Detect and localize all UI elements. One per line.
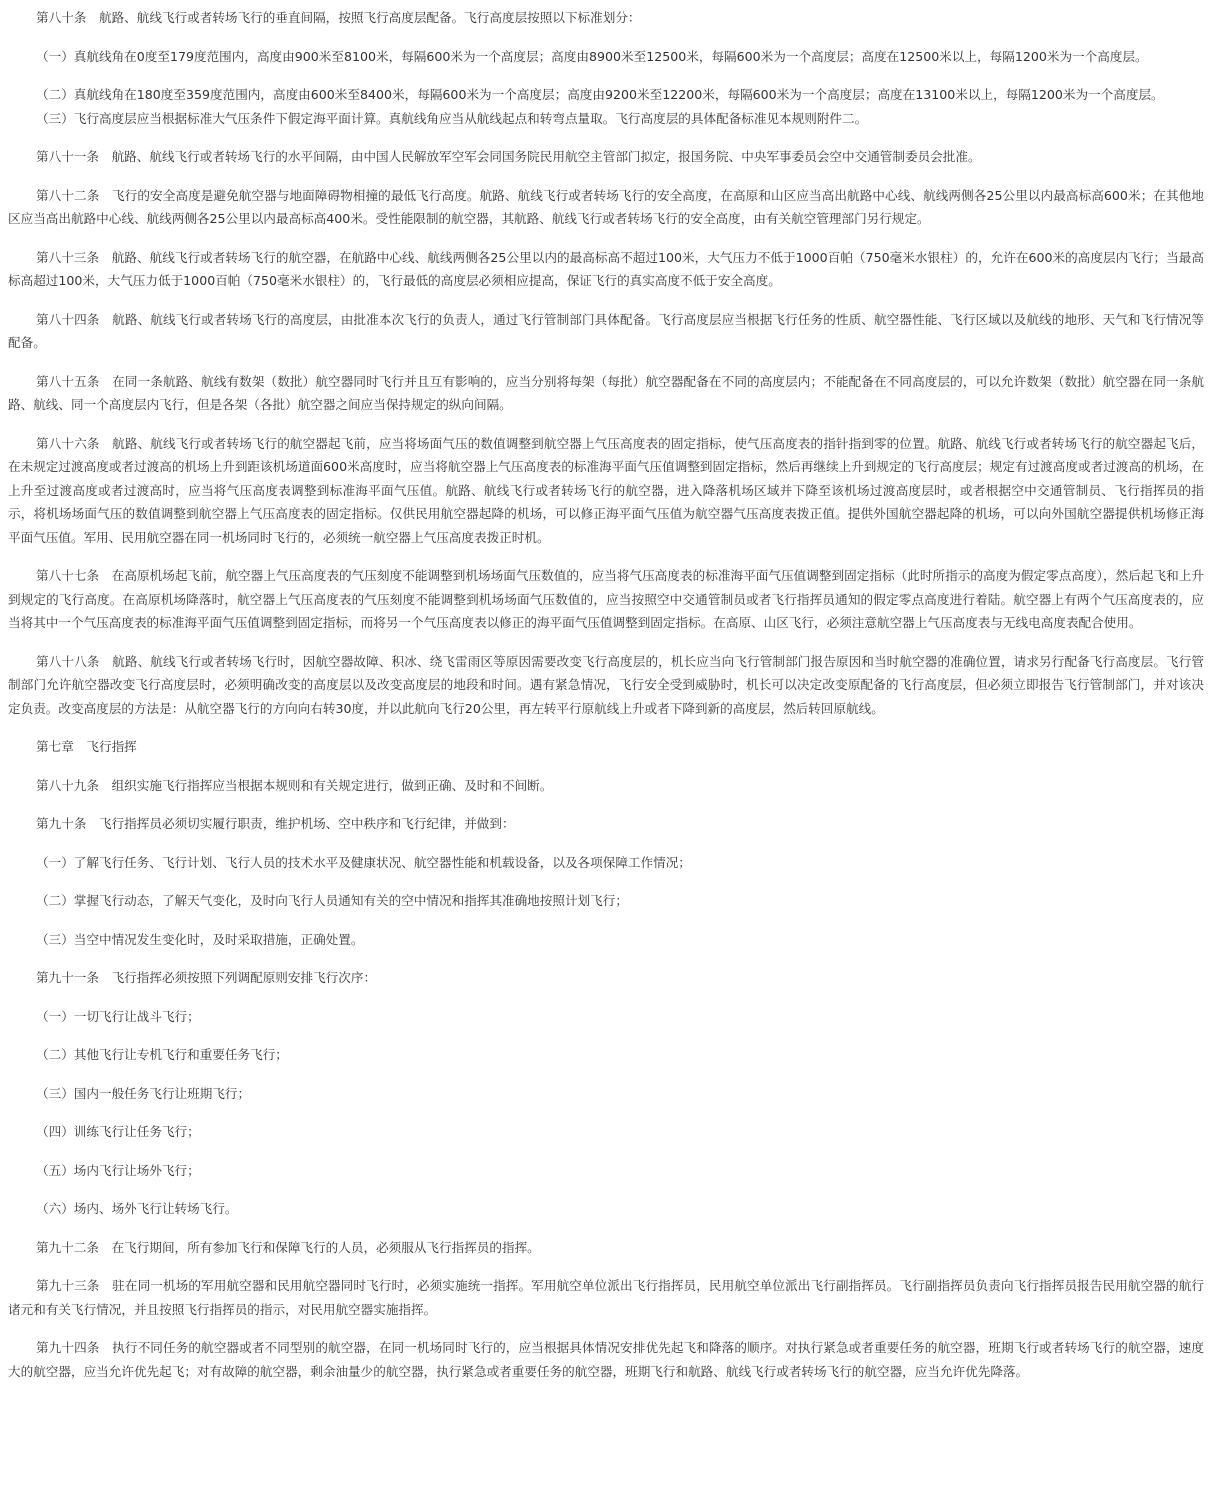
article-88: 第八十八条 航路、航线飞行或者转场飞行时，因航空器故障、积冰、绕飞雷雨区等原因需要改变飞行高度层的，机长应当向飞行管制部门报告原因和当时航空器的准确位置，请求另行配备飞行高度层。飞行管制部门允许航空器改变飞行高度层时，必须明确改变的高度层以及改变高度层的地段和时间。遇有紧急情况，飞行安全受到威胁时，机长可以决定改变原配备的飞行高度层，但必须立即报告飞行管制部门，并对该决定负责。改变高度层的方法是：从航空器飞行的方向向右转30度，并以此航向飞行20公里，再左转平行原航线上升或者下降到新的高度层，然后转回原航线。 <box>8 653 1204 716</box>
article-91-item-4: （四）训练飞行让任务飞行； <box>36 1124 200 1139</box>
article-91-item-2: （二）其他飞行让专机飞行和重要任务飞行； <box>36 1047 288 1062</box>
article-90-item-2: （二）掌握飞行动态，了解天气变化，及时向飞行人员通知有关的空中情况和指挥其准确地按照计划飞行； <box>36 893 628 908</box>
article-91: 第九十一条 飞行指挥必须按照下列调配原则安排飞行次序： <box>36 970 377 985</box>
article-80-item-3: （三）飞行高度层应当根据标准大气压条件下假定海平面计算。真航线角应当从航线起点和转弯点量取。飞行高度层的具体配备标准见本规则附件二。 <box>36 110 868 126</box>
chapter-7-heading: 第七章 飞行指挥 <box>36 739 137 754</box>
article-91-item-1: （一）一切飞行让战斗飞行； <box>36 1008 200 1024</box>
article-85: 第八十五条 在同一条航路、航线有数架（数批）航空器同时飞行并且互有影响的，应当分别将每架（每批）航空器配备在不同的高度层内；不能配备在不同高度层的，可以允许数架（数批）航空器在同一条航路、航线、同一个高度层内飞行，但是各架（各批）航空器之间应当保持规定的纵向间隔。 <box>8 373 1204 412</box>
article-80: 第八十条 航路、航线飞行或者转场飞行的垂直间隔，按照飞行高度层配备。飞行高度层按照以下标准划分： <box>36 10 641 25</box>
article-90-item-3: （三）当空中情况发生变化时，及时采取措施，正确处置。 <box>36 931 364 947</box>
article-90-item-1: （一）了解飞行任务、飞行计划、飞行人员的技术水平及健康状况、航空器性能和机载设备，以及各项保障工作情况； <box>36 854 691 870</box>
article-91-item-6: （六）场内、场外飞行让转场飞行。 <box>36 1201 238 1216</box>
article-84: 第八十四条 航路、航线飞行或者转场飞行的高度层，由批准本次飞行的负责人，通过飞行管制部门具体配备。飞行高度层应当根据飞行任务的性质、航空器性能、飞行区域以及航线的地形、天气和飞行情况等配备。 <box>8 311 1204 350</box>
article-83: 第八十三条 航路、航线飞行或者转场飞行的航空器，在航路中心线、航线两侧各25公里以内的最高标高不超过100米，大气压力不低于1000百帕（750毫米水银柱）的，允许在600米的高度层内飞行；当最高标高超过100米，大气压力低于1000百帕（750毫米水银柱）的，飞行最低的高度层必须相应提高，保证飞行的真实高度不低于安全高度。 <box>8 249 1204 288</box>
article-91-item-3: （三）国内一般任务飞行让班期飞行； <box>36 1085 251 1101</box>
article-92: 第九十二条 在飞行期间，所有参加飞行和保障飞行的人员，必须服从飞行指挥员的指挥。 <box>36 1239 540 1255</box>
article-90: 第九十条 飞行指挥员必须切实履行职责，维护机场、空中秩序和飞行纪律，并做到： <box>36 816 515 831</box>
article-80-item-2: （二）真航线角在180度至359度范围内，高度由600米至8400米，每隔600米为一个高度层；高度由9200米至12200米，每隔600米为一个高度层；高度在13100米以上，每隔1200米为一个高度层。 <box>36 87 1164 102</box>
article-93: 第九十三条 驻在同一机场的军用航空器和民用航空器同时飞行时，必须实施统一指挥。军用航空单位派出飞行指挥员，民用航空单位派出飞行副指挥员。飞行副指挥员负责向飞行指挥员报告民用航空器的航行诸元和有关飞行情况，并且按照飞行指挥员的指示，对民用航空器实施指挥。 <box>8 1278 1204 1317</box>
article-80-item-1: （一）真航线角在0度至179度范围内，高度由900米至8100米，每隔600米为一个高度层；高度由8900米至12500米，每隔600米为一个高度层；高度在12500米以上，每隔1200米为一个高度层。 <box>36 48 1148 64</box>
article-87: 第八十七条 在高原机场起飞前，航空器上气压高度表的气压刻度不能调整到机场场面气压数值的，应当将气压高度表的标准海平面气压值调整到固定指标（此时所指示的高度为假定零点高度），然后起飞和上升到规定的飞行高度。在高原机场降落时，航空器上气压高度表的气压刻度不能调整到机场场面气压数值的，应当按照空中交通管制员或者飞行指挥员通知的假定零点高度进行着陆。航空器上有两个气压高度表的，应当将其中一个气压高度表的标准海平面气压值调整到固定指标，而将另一个气压高度表以修正的海平面气压值调整到固定指标。在高原、山区飞行，必须注意航空器上气压高度表与无线电高度表配合使用。 <box>8 568 1204 630</box>
article-91-item-5: （五）场内飞行让场外飞行； <box>36 1162 200 1178</box>
article-94: 第九十四条 执行不同任务的航空器或者不同型别的航空器，在同一机场同时飞行的，应当根据具体情况安排优先起飞和降落的顺序。对执行紧急或者重要任务的航空器，班期飞行或者转场飞行的航空器，速度大的航空器，应当允许优先起飞；对有故障的航空器，剩余油量少的航空器，执行紧急或者重要任务的航空器，班期飞行和航路、航线飞行或者转场飞行的航空器，应当允许优先降落。 <box>8 1340 1204 1379</box>
article-86: 第八十六条 航路、航线飞行或者转场飞行的航空器起飞前，应当将场面气压的数值调整到航空器上气压高度表的固定指标，使气压高度表的指针指到零的位置。航路、航线飞行或者转场飞行的航空器起飞后，在未规定过渡高度或者过渡高的机场上升到距该机场道面600米高度时，应当将航空器上气压高度表的标准海平面气压值调整到固定指标，然后再继续上升到规定的飞行高度层；规定有过渡高度或者过渡高的机场，在上升至过渡高度或者过渡高时，应当将气压高度表调整到标准海平面气压值。航路、航线飞行或者转场飞行的航空器，进入降落机场区域并下降至该机场过渡高度层时，或者根据空中交通管制员、飞行指挥员的指示，将机场场面气压的数值调整到航空器上气压高度表的固定指标。仅供民用航空器起降的机场，可以修正海平面气压值为航空器气压高度表拨正值。提供外国航空器起降的机场，可以向外国航空器提供机场修正海平面气压值。军用、民用航空器在同一机场同时飞行的，必须统一航空器上气压高度表拨正时机。 <box>8 435 1204 545</box>
article-82: 第八十二条 飞行的安全高度是避免航空器与地面障碍物相撞的最低飞行高度。航路、航线飞行或者转场飞行的安全高度，在高原和山区应当高出航路中心线、航线两侧各25公里以内最高标高600米；在其他地区应当高出航路中心线、航线两侧各25公里以内最高标高400米。受性能限制的航空器，其航路、航线飞行或者转场飞行的安全高度，由有关航空管理部门另行规定。 <box>8 187 1204 226</box>
regulation-text <box>8 6 1204 1383</box>
article-81: 第八十一条 航路、航线飞行或者转场飞行的水平间隔，由中国人民解放军空军会同国务院民用航空主管部门拟定，报国务院、中央军事委员会空中交通管制委员会批准。 <box>36 149 981 164</box>
article-89: 第八十九条 组织实施飞行指挥应当根据本规则和有关规定进行，做到正确、及时和不间断。 <box>36 777 553 793</box>
